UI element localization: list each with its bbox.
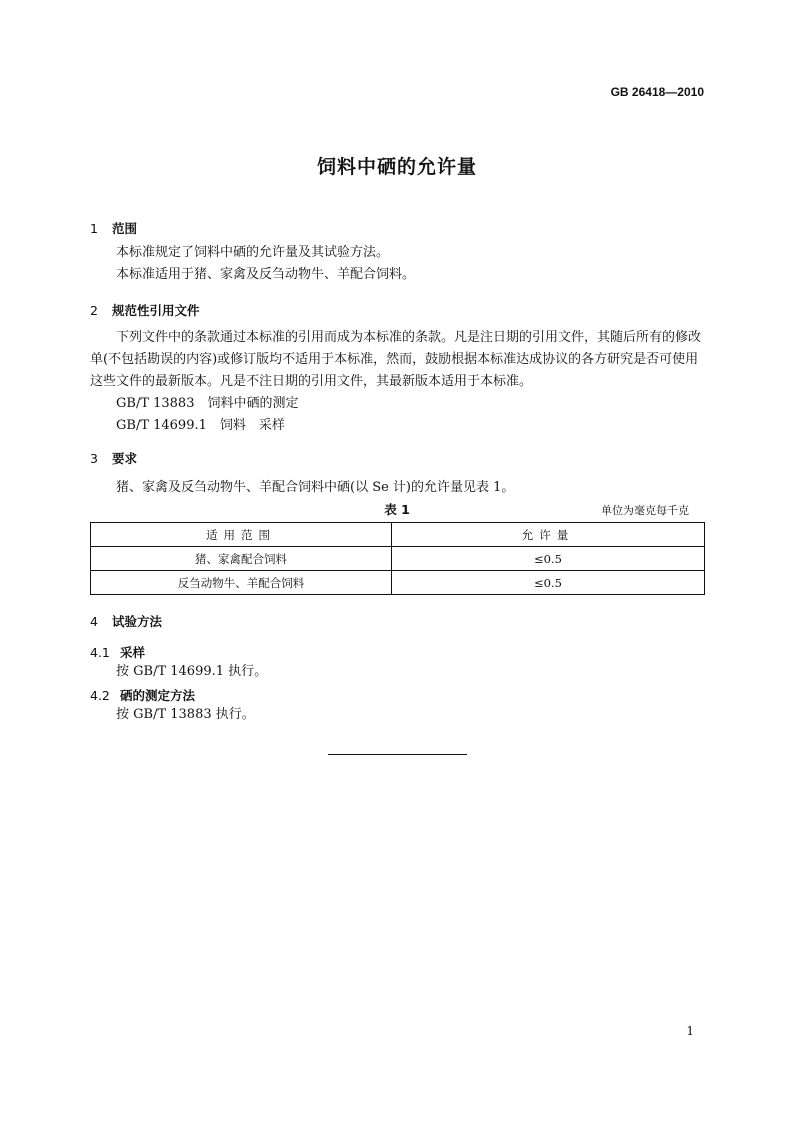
- section-number: 3: [90, 451, 98, 466]
- standard-number: GB 26418—2010: [610, 85, 704, 99]
- table-caption: 表 1: [384, 502, 410, 517]
- section-2-paragraph-1: 下列文件中的条款通过本标准的引用而成为本标准的条款。凡是注日期的引用文件，其随后所有的修改单(不包括勘误的内容)或修订版均不适用于本标准，然而，鼓励根据本标准达成协议的各方研究是否可使用这些文件的最新版本。凡是不注日期的引用文件，其最新版本适用于本标准。: [90, 330, 702, 389]
- table-cell: 反刍动物牛、羊配合饲料: [91, 571, 392, 595]
- section-4-2-text: 按 GB/T 13883 执行。: [116, 707, 255, 722]
- section-1-heading: [90, 219, 137, 237]
- section-4-1-heading: [90, 643, 145, 661]
- end-divider: [328, 754, 467, 755]
- section-4-1-text: 按 GB/T 14699.1 执行。: [116, 664, 268, 679]
- section-3-heading: [90, 449, 137, 467]
- section-2-heading: [90, 301, 200, 319]
- reference-gbt-13883: GB/T 13883 饲料中硒的测定: [116, 396, 299, 411]
- table-unit: 单位为毫克每千克: [601, 504, 689, 517]
- table-cell: 猪、家禽配合饲料: [91, 547, 392, 571]
- column-header-limit: 允许量: [392, 523, 705, 547]
- section-number: 1: [90, 221, 98, 236]
- section-title: 采样: [120, 645, 146, 660]
- reference-gbt-14699-1: GB/T 14699.1 饲料 采样: [116, 418, 285, 433]
- section-title: 范围: [112, 221, 138, 236]
- section-number: 2: [90, 303, 98, 318]
- table-row: [91, 547, 705, 571]
- page-number: 1: [686, 1024, 694, 1038]
- section-number: 4.2: [90, 688, 110, 703]
- table-header-row: [91, 523, 705, 547]
- section-1-paragraph-2: 本标准适用于猪、家禽及反刍动物牛、羊配合饲料。: [116, 267, 416, 282]
- section-title: 规范性引用文件: [112, 303, 200, 318]
- section-4-heading: [90, 612, 162, 630]
- section-3-paragraph-1: 猪、家禽及反刍动物牛、羊配合饲料中硒(以 Se 计)的允许量见表 1。: [116, 480, 515, 495]
- section-title: 试验方法: [112, 614, 163, 629]
- section-1-paragraph-1: 本标准规定了饲料中硒的允许量及其试验方法。: [116, 245, 390, 260]
- section-number: 4.1: [90, 645, 110, 660]
- document-title: 饲料中硒的允许量: [316, 156, 477, 178]
- section-number: 4: [90, 614, 98, 629]
- section-title: 要求: [112, 451, 138, 466]
- selenium-limit-table: [90, 522, 705, 595]
- table-cell: ≤0.5: [392, 571, 705, 595]
- column-header-scope: 适用范围: [91, 523, 392, 547]
- table-cell: ≤0.5: [392, 547, 705, 571]
- section-title: 硒的测定方法: [120, 688, 196, 703]
- table-row: [91, 571, 705, 595]
- section-4-2-heading: [90, 686, 195, 704]
